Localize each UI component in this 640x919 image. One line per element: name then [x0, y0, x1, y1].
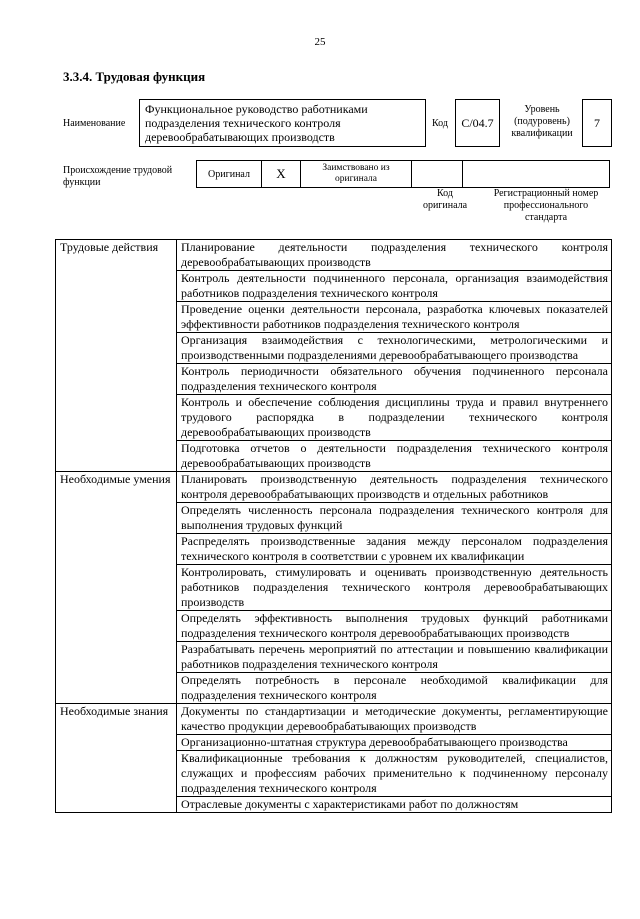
original-label-cell: Оригинал: [196, 160, 262, 188]
item-cell: Отраслевые документы с характеристиками работ по должностям: [177, 797, 612, 813]
item-cell: Планировать производственную деятельность подразделения технического контроля деревообрабатывающих производств и отдельных работников: [177, 472, 612, 503]
code-caption: Код оригинала: [422, 188, 468, 211]
item-cell: Организация взаимодействия с технологическими, метрологическими и производственными подразделениями деревообрабатывающего производства: [177, 333, 612, 364]
borrowed-label-cell: Заимствовано из оригинала: [300, 160, 412, 188]
qualification-level-box: 7: [582, 99, 612, 147]
item-cell: Определять численность персонала подразделения технического контроля для выполнения трудовых функций: [177, 503, 612, 534]
item-cell: Контроль периодичности обязательного обучения подчиненного персонала подразделения технического контроля: [177, 364, 612, 395]
function-details-table: [55, 239, 612, 813]
page-number: 25: [314, 36, 326, 48]
level-label: Уровень (подуровень) квалификации: [511, 104, 573, 139]
table-row: [56, 240, 612, 271]
item-cell: Документы по стандартизации и методические документы, регламентирующие качество продукции деревообрабатывающих производств: [177, 704, 612, 735]
reg-caption: Регистрационный номер профессионального стандарта: [493, 188, 599, 223]
item-cell: Контроль деятельности подчиненного персонала, организация взаимодействия работников подразделения технического контроля: [177, 271, 612, 302]
item-cell: Контролировать, стимулировать и оценивать производственную деятельность работников подразделения технического контроля деревообрабатывающих производств: [177, 565, 612, 611]
table-row: [56, 704, 612, 735]
category-cell: Трудовые действия: [56, 240, 177, 472]
table-row: [56, 472, 612, 503]
item-cell: Разрабатывать перечень мероприятий по аттестации и повышению квалификации работников подразделения технического контроля: [177, 642, 612, 673]
original-code-cell: [411, 160, 463, 188]
reg-number-cell: [462, 160, 610, 188]
item-cell: Распределять производственные задания между персоналом подразделения технического контроля в соответствии с уровнем их квалификации: [177, 534, 612, 565]
section-title: 3.3.4. Трудовая функция: [63, 69, 206, 84]
category-cell: Необходимые знания: [56, 704, 177, 813]
item-cell: Квалификационные требования к должностям руководителей, специалистов, служащих и профессиям рабочих применительно к подчиненному персоналу подразделения технического контроля: [177, 751, 612, 797]
item-cell: Планирование деятельности подразделения технического контроля деревообрабатывающих производств: [177, 240, 612, 271]
item-cell: Проведение оценки деятельности персонала, разработка ключевых показателей эффективности работников подразделения технического контроля: [177, 302, 612, 333]
item-cell: Определять потребность в персонале необходимой квалификации для подразделения технического контроля: [177, 673, 612, 704]
category-cell: Необходимые умения: [56, 472, 177, 704]
function-code-box: C/04.7: [455, 99, 500, 147]
item-cell: Организационно-штатная структура деревообрабатывающего производства: [177, 735, 612, 751]
function-name-box: Функциональное руководство работниками подразделения технического контроля деревообрабатывающих производств: [139, 99, 426, 147]
original-mark-cell: X: [261, 160, 301, 188]
item-cell: Определять эффективность выполнения трудовых функций работниками подразделения технического контроля деревообрабатывающих производств: [177, 611, 612, 642]
origin-table: [196, 160, 611, 188]
item-cell: Контроль и обеспечение соблюдения дисциплины труда и правил внутреннего трудового распорядка в подразделении технического контроля деревообрабатывающих производств: [177, 395, 612, 441]
name-label: Наименование: [63, 118, 126, 129]
code-label: Код: [432, 118, 448, 129]
origin-label: Происхождение трудовой функции: [63, 165, 173, 188]
item-cell: Подготовка отчетов о деятельности подразделения технического контроля деревообрабатывающих производств: [177, 441, 612, 472]
